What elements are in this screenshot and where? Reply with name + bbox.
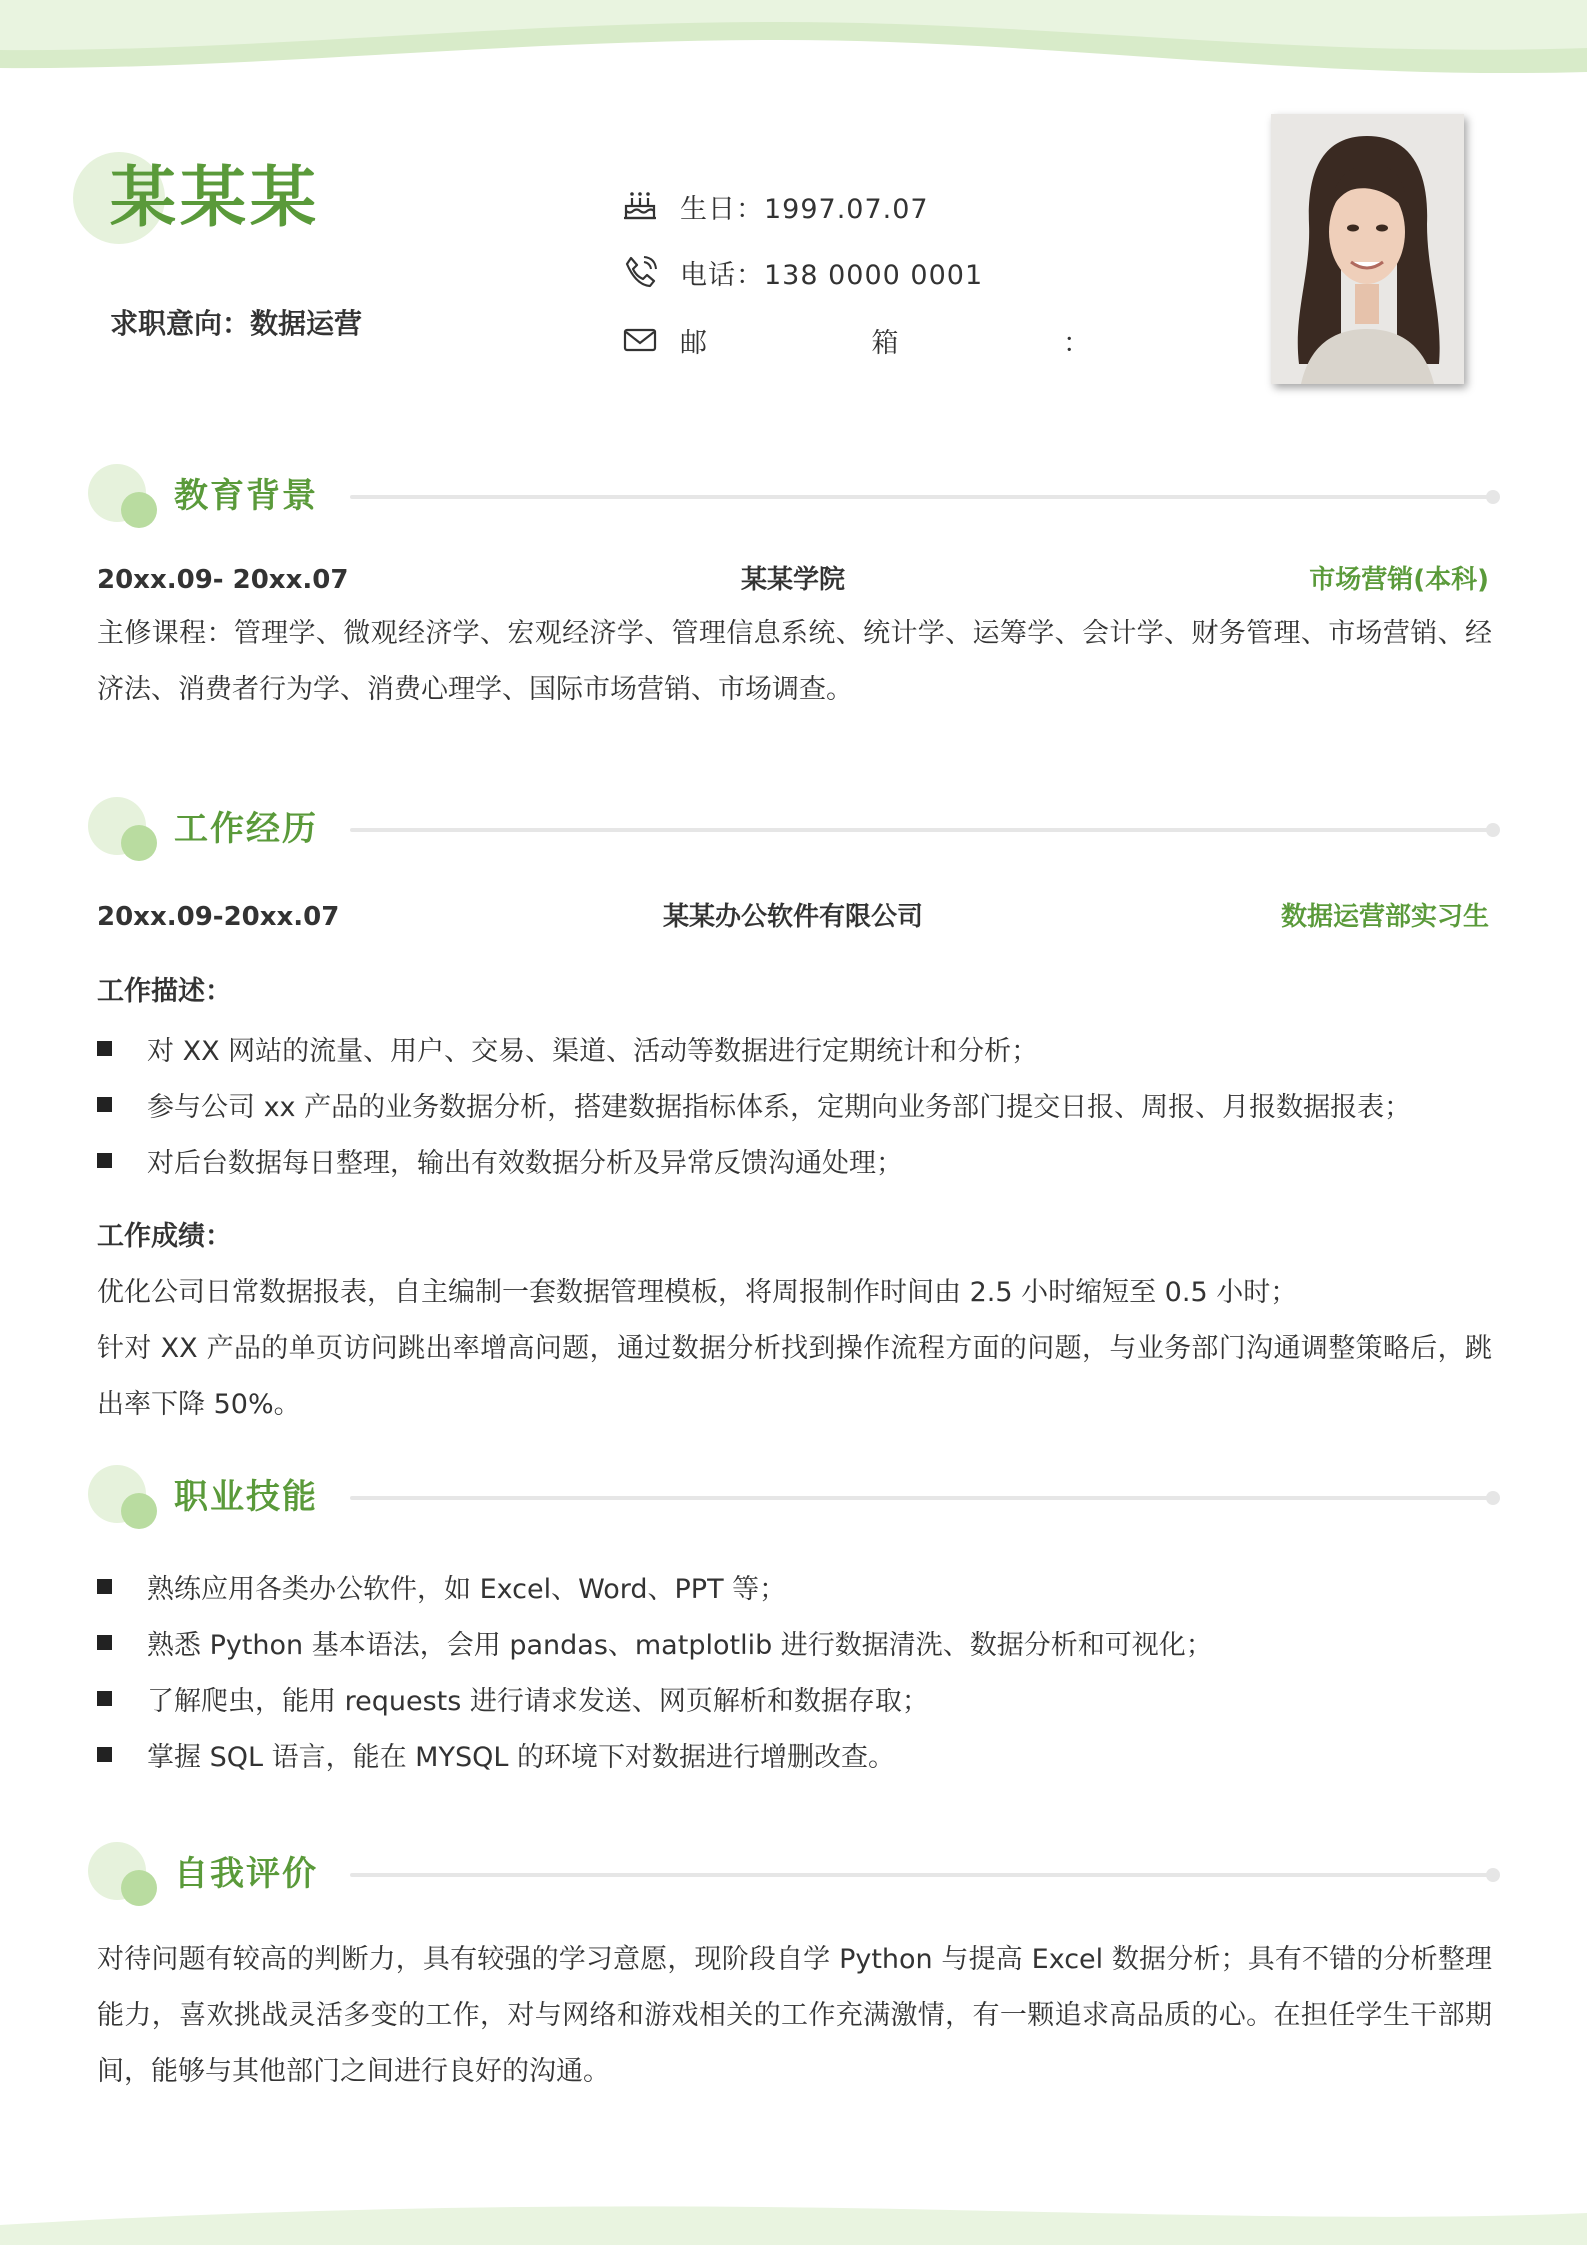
section-title: 工作经历 [174,809,318,849]
list-item [97,1726,1497,1782]
education-row [97,560,1489,600]
section-title: 自我评价 [174,1854,318,1894]
work-desc-list [97,1020,1497,1188]
list-item [97,1558,1497,1614]
work-result-line: 针对 XX 产品的单页访问跳出率增高问题，通过数据分析找到操作流程方面的问题，与业务部门沟通调整策略后，跳出率下降 50%。 [97,1333,1492,1420]
work-result-line: 优化公司日常数据报表，自主编制一套数据管理模板，将周报制作时间由 2.5 小时缩短至 0.5 小时； [97,1277,1298,1308]
list-item-text: 对 XX 网站的流量、用户、交易、渠道、活动等数据进行定期统计和分析； [147,1035,1039,1067]
section-circle-small [121,492,157,528]
mail-icon [622,322,658,358]
bullet-square-icon [97,1097,112,1112]
list-item [97,1020,1497,1076]
phone-icon [622,254,658,290]
top-wave-decoration [0,0,1587,80]
email-row [622,318,1090,362]
section-header-work [88,797,1500,867]
skills-list [97,1558,1497,1782]
section-header-education [88,464,1500,534]
bottom-wave-decoration [0,2195,1587,2245]
cake-icon [622,188,658,224]
job-intent: 求职意向：数据运营 [110,307,363,340]
phone-text: 电话：138 0000 0001 [680,259,984,291]
bullet-square-icon [97,1579,112,1594]
list-item-text: 对后台数据每日整理，输出有效数据分析及异常反馈沟通处理； [147,1147,903,1179]
work-results [97,1265,1492,1433]
profile-photo [1271,114,1464,384]
bullet-square-icon [97,1153,112,1168]
section-title: 教育背景 [174,476,318,516]
portrait-illustration [1271,114,1464,384]
work-desc-label: 工作描述： [97,976,232,1007]
phone-row [622,250,983,294]
email-label-char: 邮 [680,327,707,359]
section-circle-small [121,1870,157,1906]
list-item [97,1132,1497,1188]
email-label-char: 箱 [871,327,899,359]
list-item [97,1670,1497,1726]
section-divider-dot [1486,1868,1500,1882]
section-title: 职业技能 [174,1477,318,1517]
education-major: 市场营销(本科) [1309,565,1489,595]
email-label-char: ： [1063,327,1090,359]
bullet-square-icon [97,1635,112,1650]
bullet-square-icon [97,1747,112,1762]
work-row [97,897,1489,937]
work-company: 某某办公软件有限公司 [662,902,923,932]
section-divider [350,1873,1488,1877]
education-school: 某某学院 [740,565,845,595]
education-period: 20xx.09- 20xx.07 [97,565,349,595]
section-divider-dot [1486,490,1500,504]
work-position: 数据运营部实习生 [1280,902,1489,932]
section-divider [350,828,1488,832]
self-eval-text: 对待问题有较高的判断力，具有较强的学习意愿，现阶段自学 Python 与提高 Excel 数据分析；具有不错的分析整理能力，喜欢挑战灵活多变的工作，对与网络和游戏相关的工作充满激情，有一颗追求高品质的心。在担任学生干部期间，能够与其他部门之间进行良好的沟通。 [97,1944,1492,2087]
list-item [97,1076,1497,1132]
bullet-square-icon [97,1041,112,1056]
birthday-row [622,184,929,228]
section-divider-dot [1486,823,1500,837]
list-item-text: 熟悉 Python 基本语法，会用 pandas、matplotlib 进行数据清洗、数据分析和可视化； [147,1629,1213,1661]
work-period: 20xx.09-20xx.07 [97,902,340,932]
candidate-name: 某某某 [110,159,320,236]
section-divider-dot [1486,1491,1500,1505]
email-label [680,321,1090,360]
section-divider [350,495,1488,499]
bullet-square-icon [97,1691,112,1706]
section-circle-small [121,1493,157,1529]
section-header-self-eval [88,1842,1500,1912]
section-circle-small [121,825,157,861]
education-courses: 主修课程：管理学、微观经济学、宏观经济学、管理信息系统、统计学、运筹学、会计学、财务管理、市场营销、经济法、消费者行为学、消费心理学、国际市场营销、市场调查。 [97,618,1492,705]
section-divider [350,1496,1488,1500]
list-item-text: 了解爬虫，能用 requests 进行请求发送、网页解析和数据存取； [147,1685,929,1717]
list-item-text: 熟练应用各类办公软件，如 Excel、Word、PPT 等； [147,1573,787,1605]
list-item [97,1614,1497,1670]
list-item-text: 掌握 SQL 语言，能在 MYSQL 的环境下对数据进行增删改查。 [147,1741,895,1773]
list-item-text: 参与公司 xx 产品的业务数据分析，搭建数据指标体系，定期向业务部门提交日报、周报、月报数据报表； [147,1091,1412,1123]
work-result-label: 工作成绩： [97,1221,232,1252]
section-header-skills [88,1465,1500,1535]
birthday-text: 生日：1997.07.07 [680,193,929,225]
